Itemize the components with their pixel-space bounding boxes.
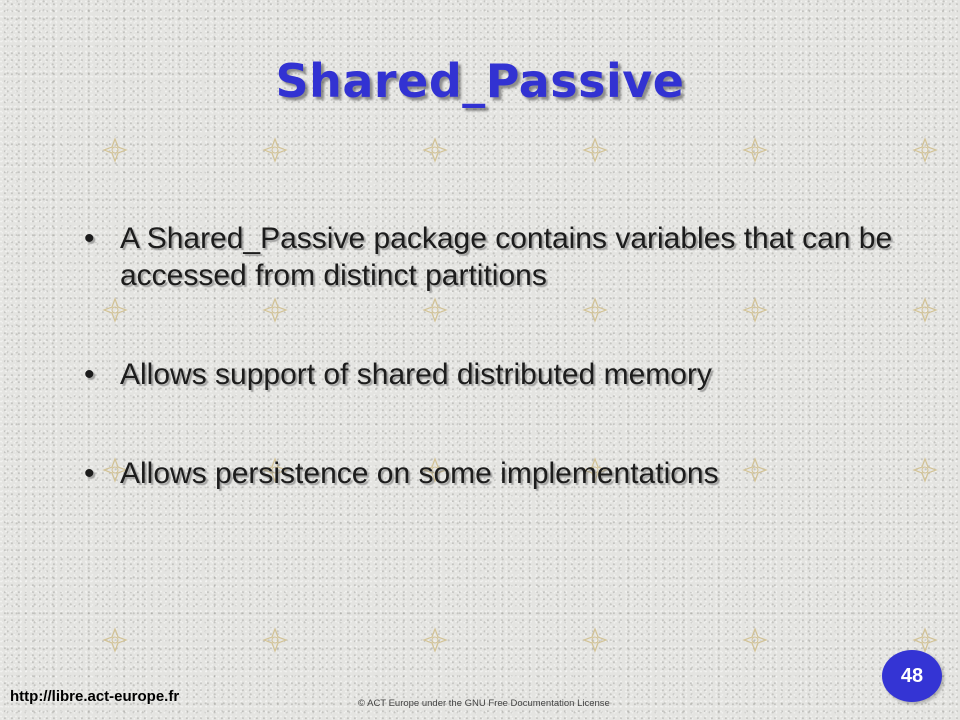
- slide-title: Shared_Passive: [275, 54, 685, 108]
- ornament-icon: [104, 139, 126, 161]
- footer-url: http://libre.act-europe.fr: [10, 688, 180, 705]
- page-number-badge: [882, 650, 942, 702]
- bullet-text: A Shared_Passive package contains variables that can be accessed from distinct partitions: [120, 222, 893, 292]
- ornament-icon: [744, 139, 766, 161]
- ornament-icon: [744, 629, 766, 651]
- bullet-list: [84, 220, 904, 492]
- ornament-icon: [264, 629, 286, 651]
- ornament-icon: [584, 139, 606, 161]
- ornament-icon: [914, 459, 936, 481]
- bullet-text: Allows support of shared distributed memory: [120, 358, 712, 391]
- ornament-icon: [914, 139, 936, 161]
- ornament-icon: [264, 139, 286, 161]
- footer-copyright: © ACT Europe under the GNU Free Documentation License: [358, 698, 610, 709]
- ornament-icon: [424, 629, 446, 651]
- bullet-dot: •: [84, 358, 95, 391]
- bullet-text: Allows persistence on some implementations: [120, 457, 719, 490]
- ornament-icon: [104, 629, 126, 651]
- page-number: 48: [900, 664, 924, 687]
- bullet-item: [84, 356, 904, 393]
- ornament-icon: [914, 299, 936, 321]
- ornament-icon: [424, 139, 446, 161]
- bullet-dot: •: [84, 457, 95, 490]
- ornament-icon: [584, 629, 606, 651]
- bullet-item: [84, 455, 904, 492]
- ornament-icon: [914, 629, 936, 651]
- bullet-item: [84, 220, 904, 294]
- bullet-dot: •: [84, 222, 95, 255]
